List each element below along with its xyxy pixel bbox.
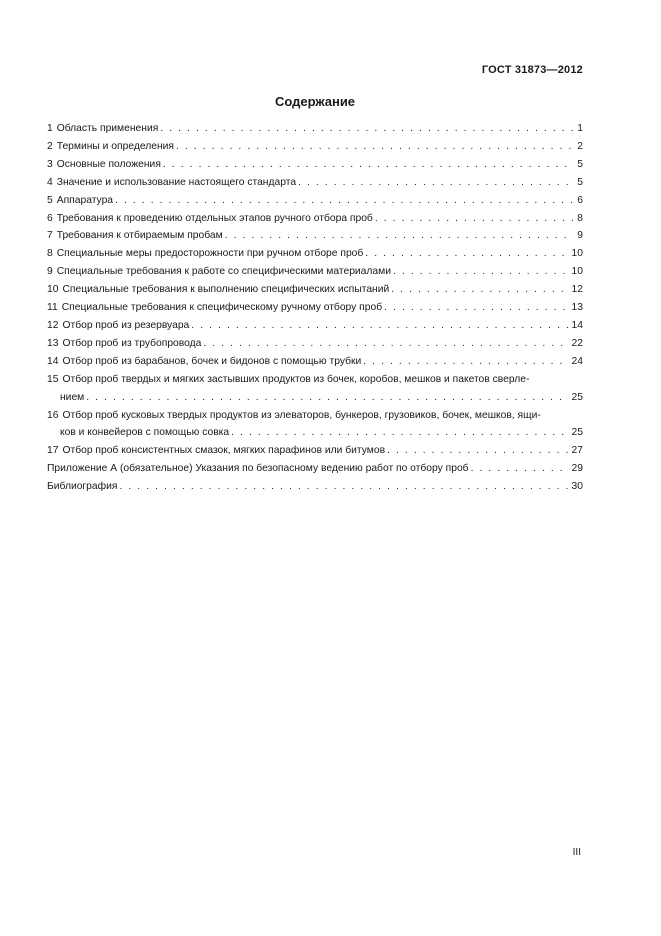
- toc-leader-dots: [363, 245, 567, 263]
- toc-entry-page: 29: [571, 463, 583, 475]
- toc-entry-number: 4: [47, 176, 53, 188]
- toc-entry-number: 5: [47, 194, 53, 206]
- toc-entry: [47, 120, 583, 138]
- toc-leader-dots: [373, 210, 573, 228]
- toc-entry-line: [47, 317, 583, 335]
- toc-entry-line: [47, 156, 583, 174]
- toc-entry-line: [47, 407, 583, 425]
- toc-entry: [47, 460, 583, 478]
- toc-entry-line: [47, 299, 583, 317]
- toc-entry-page: 1: [577, 123, 583, 134]
- toc-entry-line: [47, 478, 583, 496]
- toc-entry-page: 5: [577, 176, 583, 188]
- toc-entry-lead: [47, 174, 296, 192]
- toc-entry-line: [47, 192, 583, 210]
- toc-leader-dots: [189, 317, 567, 335]
- toc-entry-text-continued: нием: [60, 391, 85, 403]
- toc-entry-page: 25: [571, 427, 583, 439]
- toc-entry-text: Отбор проб твердых и мягких застывших продуктов из бочек, коробов, мешков и пакетов сверле-: [62, 373, 530, 385]
- toc-entry-line: [47, 335, 583, 353]
- toc-entry: [47, 138, 583, 156]
- toc-entry-page: 6: [577, 194, 583, 206]
- toc-entry-text: Специальные требования к выполнению специфических испытаний: [62, 284, 390, 296]
- toc-entry-number: 1: [47, 123, 53, 134]
- toc-entry-lead: [47, 192, 113, 210]
- toc-entry-text: Отбор проб из барабанов, бочек и бидонов с помощью трубки: [62, 355, 362, 367]
- toc-entry-text: Термины и определения: [56, 140, 174, 152]
- toc-entry: [47, 299, 583, 317]
- toc-entry-lead: [47, 353, 361, 371]
- toc-entry-number: 2: [47, 140, 53, 152]
- toc-entry: [47, 245, 583, 263]
- toc-entry-lead: [47, 460, 469, 478]
- toc-entry-number: 6: [47, 212, 53, 224]
- toc-entry-line: [47, 281, 583, 299]
- toc-entry-text: Специальные требования к работе со специфическими материалами: [56, 266, 391, 278]
- table-of-contents: [47, 120, 583, 496]
- toc-entry-lead: [47, 245, 363, 263]
- page-number: III: [572, 847, 581, 858]
- toc-leader-dots: [469, 460, 568, 478]
- toc-entry-lead: [47, 120, 158, 138]
- toc-entry-number: 7: [47, 230, 53, 242]
- toc-entry-text: Основные положения: [56, 158, 161, 170]
- toc-entry-text: Отбор проб из трубопровода: [62, 337, 202, 349]
- toc-entry-text: Область применения: [56, 123, 159, 134]
- document-code: ГОСТ 31873—2012: [481, 64, 583, 76]
- toc-entry-line: [47, 174, 583, 192]
- toc-leader-dots: [229, 424, 567, 442]
- toc-entry-line: [47, 442, 583, 460]
- toc-leader-dots: [391, 263, 568, 281]
- toc-entry-text: Требования к отбираемым пробам: [56, 230, 223, 242]
- toc-entry-page: 30: [571, 481, 583, 493]
- toc-entry: [47, 210, 583, 228]
- toc-entry-text: Аппаратура: [56, 194, 114, 206]
- toc-entry-text: Специальные требования к специфическому ручному отбору проб: [61, 302, 383, 314]
- toc-entry-lead: [47, 227, 223, 245]
- toc-entry-lead: [47, 281, 389, 299]
- toc-entry-number: 17: [47, 445, 59, 457]
- toc-entry-line: [47, 263, 583, 281]
- toc-entry-page: 27: [571, 445, 583, 457]
- toc-entry-page: 22: [571, 337, 583, 349]
- toc-entry-text: Библиография: [47, 481, 118, 493]
- toc-entry-page: 8: [577, 212, 583, 224]
- toc-leader-dots: [361, 353, 567, 371]
- toc-entry: [47, 335, 583, 353]
- toc-entry-text-continued: ков и конвейеров с помощью совка: [60, 427, 230, 439]
- toc-entry-line: [47, 245, 583, 263]
- toc-entry-page: 13: [571, 302, 583, 314]
- toc-entry-line: [47, 353, 583, 371]
- toc-entry-line: [47, 210, 583, 228]
- toc-entry-number: 16: [47, 409, 59, 421]
- toc-entry-text: Требования к проведению отдельных этапов ручного отбора проб: [56, 212, 373, 224]
- toc-entry-line: [47, 371, 583, 389]
- toc-leader-dots: [201, 335, 567, 353]
- toc-title: Содержание: [274, 94, 356, 109]
- toc-entry: [47, 281, 583, 299]
- toc-entry-line: [47, 424, 583, 442]
- toc-entry-number: 14: [47, 355, 59, 367]
- toc-leader-dots: [385, 442, 567, 460]
- toc-entry: [47, 192, 583, 210]
- toc-entry-line: [47, 389, 583, 407]
- toc-entry-number: 12: [47, 319, 59, 331]
- toc-entry-text: Отбор проб из резервуара: [62, 319, 190, 331]
- toc-entry: [47, 156, 583, 174]
- toc-entry-number: 9: [47, 266, 53, 278]
- toc-entry: [47, 478, 583, 496]
- toc-entry-lead: [47, 210, 373, 228]
- toc-entry-page: 2: [577, 140, 583, 152]
- toc-entry-page: 10: [571, 266, 583, 278]
- toc-entry-lead: [47, 299, 382, 317]
- toc-entry-line: [47, 460, 583, 478]
- toc-entry-lead: [47, 478, 117, 496]
- toc-entry-text: Специальные меры предосторожности при ручном отборе проб: [56, 248, 364, 260]
- toc-entry-number: 13: [47, 337, 59, 349]
- toc-leader-dots: [382, 299, 567, 317]
- toc-leader-dots: [296, 174, 573, 192]
- toc-entry: [47, 317, 583, 335]
- toc-leader-dots: [161, 156, 573, 174]
- toc-entry-page: 12: [571, 284, 583, 296]
- toc-entry-lead: [47, 138, 174, 156]
- toc-leader-dots: [84, 389, 567, 407]
- toc-leader-dots: [174, 138, 573, 156]
- toc-leader-dots: [223, 227, 574, 245]
- toc-entry: [47, 371, 583, 407]
- toc-entry-text: Значение и использование настоящего стандарта: [56, 176, 297, 188]
- toc-entry-number: 11: [47, 302, 58, 314]
- toc-leader-dots: [117, 478, 567, 496]
- toc-entry-text: Отбор проб консистентных смазок, мягких парафинов или битумов: [62, 445, 386, 457]
- toc-leader-dots: [113, 192, 573, 210]
- toc-entry-number: 8: [47, 248, 53, 260]
- toc-entry-lead: [47, 335, 201, 353]
- toc-entry-number: 10: [47, 284, 59, 296]
- toc-entry-lead: [47, 317, 189, 335]
- toc-entry: [47, 227, 583, 245]
- toc-entry-line: [47, 138, 583, 156]
- toc-entry-number: 15: [47, 373, 59, 385]
- toc-entry-number: 3: [47, 158, 53, 170]
- toc-entry-page: 14: [571, 319, 583, 331]
- toc-entry-page: 25: [571, 391, 583, 403]
- toc-entry-line: [47, 227, 583, 245]
- toc-entry-page: 10: [571, 248, 583, 260]
- toc-entry-lead: [47, 263, 391, 281]
- toc-entry-page: 24: [571, 355, 583, 367]
- toc-leader-dots: [158, 120, 573, 138]
- toc-entry-text: Приложение А (обязательное) Указания по безопасному ведению работ по отбору проб: [47, 463, 469, 475]
- toc-entry: [47, 442, 583, 460]
- toc-entry: [47, 353, 583, 371]
- toc-entry: [47, 174, 583, 192]
- toc-entry: [47, 263, 583, 281]
- toc-entry-lead: [47, 442, 385, 460]
- toc-leader-dots: [389, 281, 567, 299]
- toc-entry-lead: [47, 156, 161, 174]
- toc-entry: [47, 407, 583, 443]
- toc-entry-page: 5: [577, 158, 583, 170]
- toc-entry-page: 9: [577, 230, 583, 242]
- toc-entry-text: Отбор проб кусковых твердых продуктов из элеваторов, бункеров, грузовиков, бочек, мешков, ящи-: [62, 409, 541, 421]
- toc-entry-line: [47, 120, 583, 138]
